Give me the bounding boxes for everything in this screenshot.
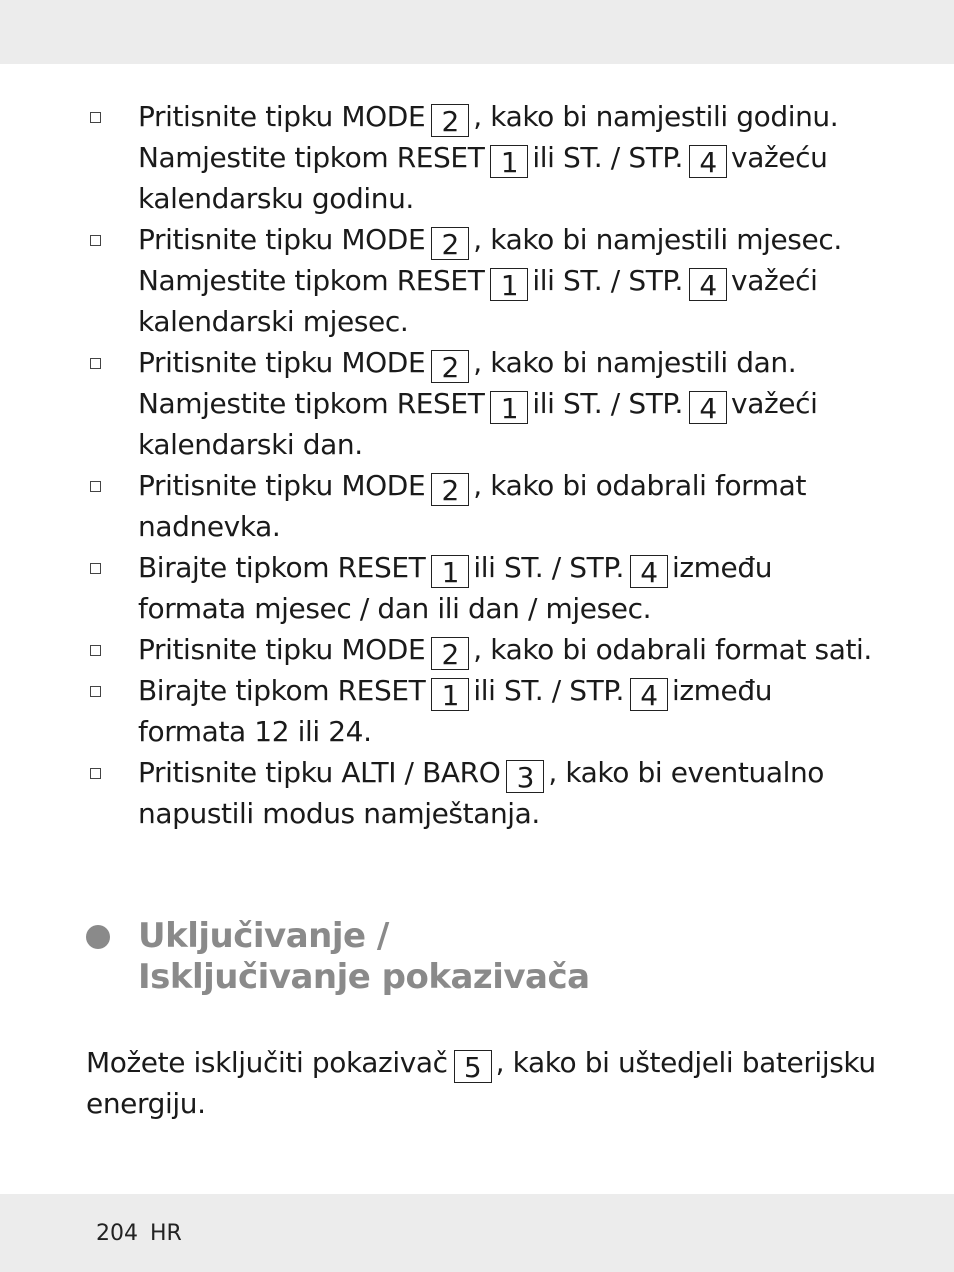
- page-number: 204: [96, 1221, 138, 1246]
- list-item: [86, 547, 886, 629]
- step-text: ili ST. / STP.: [532, 264, 684, 297]
- step-text: važeći kalendarski mjesec.: [138, 264, 818, 338]
- list-item: [86, 670, 886, 752]
- step-text: ili ST. / STP.: [473, 674, 624, 707]
- list-item: [86, 629, 886, 670]
- key-label: 1: [431, 555, 469, 588]
- step-text: Namjestite tipkom RESET: [138, 264, 485, 297]
- instruction-list: [86, 96, 886, 834]
- key-label: 4: [689, 391, 727, 424]
- step-text: , kako bi eventualno napustili modus namještanja.: [138, 756, 825, 830]
- checkbox-square-icon: [90, 768, 101, 779]
- checkbox-square-icon: [90, 686, 101, 697]
- step-text: Namjestite tipkom RESET: [138, 387, 485, 420]
- section-title-line2: Isključivanje pokazivača: [138, 957, 590, 997]
- list-item: [86, 219, 886, 342]
- step-text: između formata mjesec / dan ili dan / mjesec.: [138, 551, 773, 625]
- step-text: ili ST. / STP.: [532, 387, 684, 420]
- step-text: , kako bi odabrali format nadnevka.: [138, 469, 807, 543]
- step-text: , kako bi namjestili godinu.: [473, 100, 839, 133]
- step-text: Pritisnite tipku MODE: [138, 100, 426, 133]
- step-text: Birajte tipkom RESET: [138, 551, 426, 584]
- step-text: Pritisnite tipku MODE: [138, 346, 426, 379]
- list-item: [86, 465, 886, 547]
- step-text: Pritisnite tipku MODE: [138, 223, 426, 256]
- checkbox-square-icon: [90, 235, 101, 246]
- key-label: 5: [454, 1050, 492, 1083]
- section-heading: [86, 916, 886, 998]
- step-text: Pritisnite tipku MODE: [138, 469, 426, 502]
- paragraph-text: , kako bi uštedjeli baterijsku energiju.: [86, 1046, 876, 1120]
- section-title-line1: Uključivanje /: [138, 916, 389, 956]
- key-label: 1: [490, 268, 528, 301]
- body-paragraph: [86, 1042, 876, 1124]
- checkbox-square-icon: [90, 112, 101, 123]
- paragraph-text: Možete isključiti pokazivač: [86, 1046, 448, 1079]
- list-item: [86, 752, 886, 834]
- checkbox-square-icon: [90, 645, 101, 656]
- step-text: važeću kalendarsku godinu.: [138, 141, 828, 215]
- key-label: 2: [431, 227, 469, 260]
- step-text: važeći kalendarski dan.: [138, 387, 818, 461]
- step-text: , kako bi namjestili mjesec.: [473, 223, 842, 256]
- step-text: Namjestite tipkom RESET: [138, 141, 485, 174]
- checkbox-square-icon: [90, 358, 101, 369]
- step-text: ili ST. / STP.: [532, 141, 684, 174]
- step-text: Birajte tipkom RESET: [138, 674, 426, 707]
- step-text: Pritisnite tipku MODE: [138, 633, 426, 666]
- step-text: , kako bi odabrali format sati.: [473, 633, 872, 666]
- key-label: 4: [630, 678, 668, 711]
- key-label: 2: [431, 473, 469, 506]
- list-item: [86, 342, 886, 465]
- key-label: 3: [506, 760, 544, 793]
- key-label: 2: [431, 637, 469, 670]
- page-footer: [96, 1219, 182, 1249]
- step-text: Pritisnite tipku ALTI / BARO: [138, 756, 501, 789]
- header-band: [0, 0, 954, 64]
- key-label: 1: [490, 391, 528, 424]
- step-text: , kako bi namjestili dan.: [473, 346, 797, 379]
- key-label: 1: [490, 145, 528, 178]
- key-label: 4: [689, 145, 727, 178]
- bullet-dot-icon: [86, 925, 110, 949]
- language-code: HR: [150, 1221, 182, 1246]
- key-label: 2: [431, 350, 469, 383]
- key-label: 1: [431, 678, 469, 711]
- key-label: 4: [630, 555, 668, 588]
- section-title: [138, 916, 886, 998]
- key-label: 2: [431, 104, 469, 137]
- checkbox-square-icon: [90, 563, 101, 574]
- key-label: 4: [689, 268, 727, 301]
- step-text: između formata 12 ili 24.: [138, 674, 773, 748]
- list-item: [86, 96, 886, 219]
- checkbox-square-icon: [90, 481, 101, 492]
- step-text: ili ST. / STP.: [473, 551, 624, 584]
